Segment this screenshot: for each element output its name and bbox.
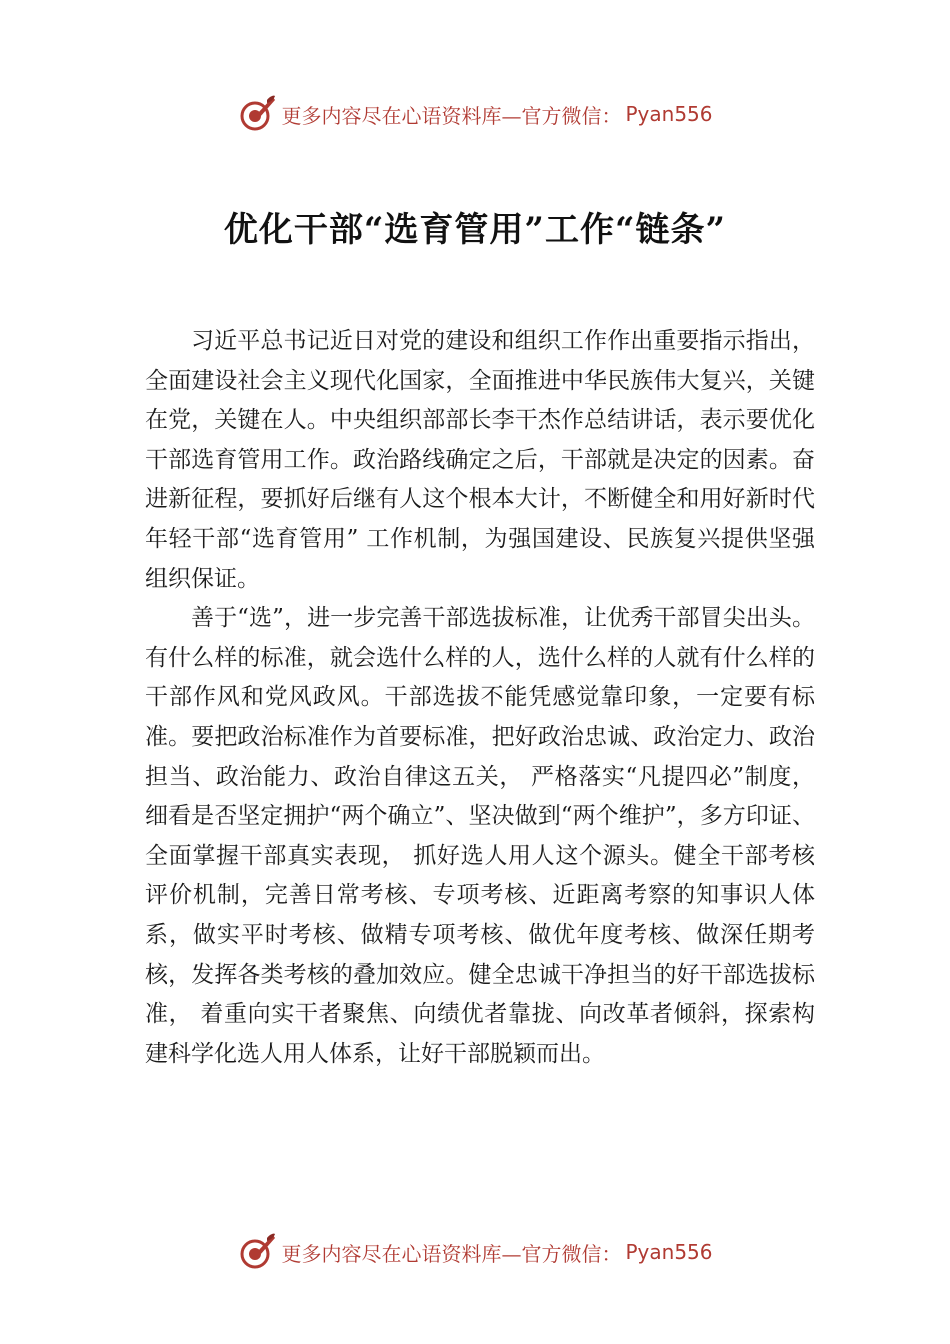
document-body bbox=[145, 322, 815, 1074]
footer-banner-content bbox=[237, 1232, 712, 1272]
header-banner-content bbox=[237, 94, 712, 134]
header-banner bbox=[0, 94, 950, 134]
paragraph-intro: 习近平总书记近日对党的建设和组织工作作出重要指示指出，全面建设社会主义现代化国家，全面推进中华民族伟大复兴，关键在党，关键在人。中央组织部部长李干杰作总结讲话，表示要优化干部选育管用工作。政治路线确定之后，干部就是决定的因素。奋进新征程，要抓好后继有人这个根本大计，不断健全和用好新时代年轻干部“选育管用” 工作机制，为强国建设、民族复兴提供坚强组织保证。 bbox=[145, 328, 815, 592]
footer-banner bbox=[0, 1232, 950, 1272]
quill-pen-logo-icon bbox=[237, 1232, 277, 1272]
footer-wechat-id: Pyan556 bbox=[625, 1240, 713, 1264]
quill-pen-logo-icon bbox=[237, 94, 277, 134]
header-wechat-id: Pyan556 bbox=[625, 102, 713, 126]
header-banner-text: 更多内容尽在心语资料库—官方微信： bbox=[281, 103, 622, 128]
footer-banner-text: 更多内容尽在心语资料库—官方微信： bbox=[281, 1241, 622, 1266]
document-title: 优化干部“选育管用”工作“链条” bbox=[223, 210, 727, 250]
paragraph-select: 善于“选”，进一步完善干部选拔标准，让优秀干部冒尖出头。有什么样的标准，就会选什么样的人，选什么样的人就有什么样的干部作风和党风政风。干部选拔不能凭感觉靠印象，一定要有标准。要把政治标准作为首要标准，把好政治忠诚、政治定力、政治担当、政治能力、政治自律这五关， 严格落实“凡提四必”制度，细看是否坚定拥护“两个确立”、坚决做到“两个维护”，多方印证、全面掌握干部真实表现， 抓好选人用人这个源头。健全干部考核评价机制，完善日常考核、专项考核、近距离考察的知事识人体系，做实平时考核、做精专项考核、做优年度考核、做深任期考核，发挥各类考核的叠加效应。健全忠诚干净担当的好干部选拔标准， 着重向实干者聚焦、向绩优者靠拢、向改革者倾斜，探索构建科学化选人用人体系，让好干部脱颖而出。 bbox=[145, 605, 815, 1067]
